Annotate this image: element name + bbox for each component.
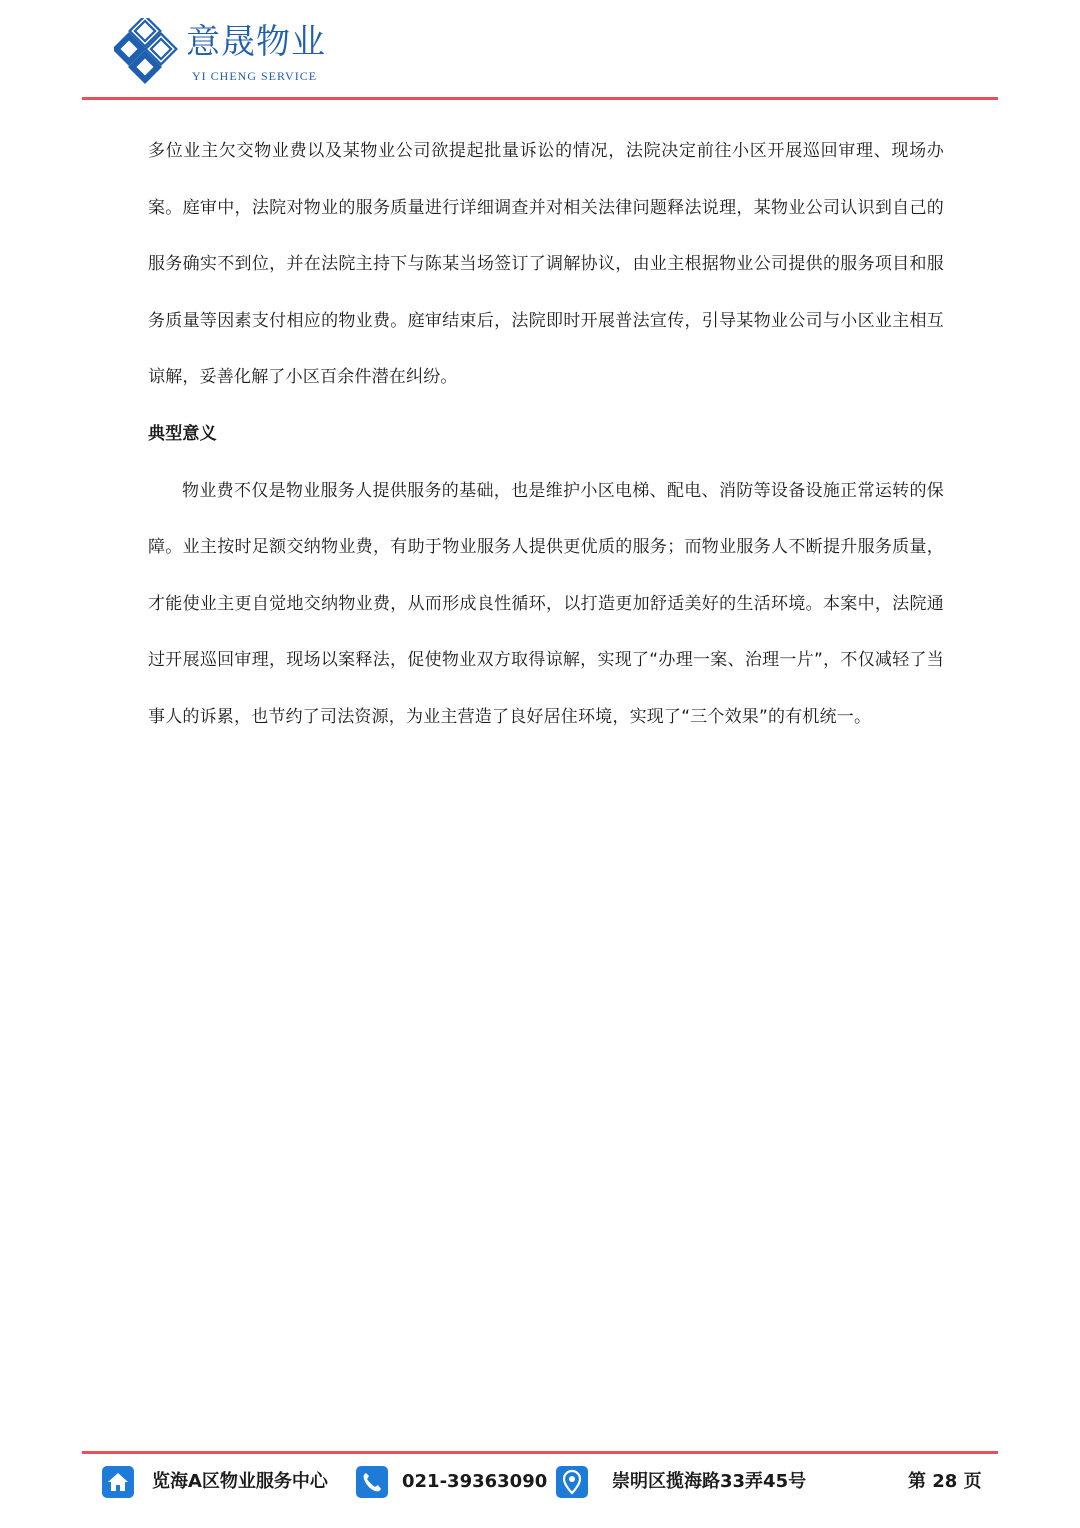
body-paragraph: 多位业主欠交物业费以及某物业公司欲提起批量诉讼的情况，法院决定前往小区开展巡回审理、现场办案。庭审中，法院对物业的服务质量进行详细调查并对相关法律问题释法说理，某物业公司认识到自己的服务确实不到位，并在法院主持下与陈某当场签订了调解协议，由业主根据物业公司提供的服务项目和服务质量等因素支付相应的物业费。庭审结束后，法院即时开展普法宣传，引导某物业公司与小区业主相互谅解，妥善化解了小区百余件潜在纠纷。	[148, 141, 944, 388]
logo-knot-icon	[114, 18, 184, 88]
header-divider	[82, 97, 998, 100]
address: 崇明区揽海路33弄45号	[612, 1471, 807, 1492]
body-paragraph: 物业费不仅是物业服务人提供服务的基础，也是维护小区电梯、配电、消防等设备设施正常运转的保障。业主按时足额交纳物业费，有助于物业服务人提供更优质的服务；而物业服务人不断提升服务质量，才能使业主更自觉地交纳物业费，从而形成良性循环，以打造更加舒适美好的生活环境。本案中，法院通过开展巡回审理，现场以案释法，促使物业双方取得谅解，实现了“办理一案、治理一片”，不仅减轻了当事人的诉累，也节约了司法资源，为业主营造了良好居住环境，实现了“三个效果”的有机统一。	[148, 480, 944, 727]
phone-number: 021-39363090	[402, 1471, 548, 1492]
page-footer	[0, 1462, 1080, 1506]
company-name-en: YI CHENG SERVICE	[192, 69, 318, 83]
page-number: 第 28 页	[908, 1471, 982, 1492]
company-name-cn: 意晟物业	[186, 22, 326, 62]
document-body	[148, 123, 944, 746]
footer-divider	[82, 1451, 998, 1454]
location-pin-icon	[556, 1466, 588, 1498]
phone-icon	[356, 1466, 388, 1498]
home-icon	[102, 1466, 134, 1498]
service-center-name: 览海A区物业服务中心	[152, 1471, 328, 1492]
page-header	[0, 0, 1080, 100]
section-heading: 典型意义	[148, 423, 217, 444]
